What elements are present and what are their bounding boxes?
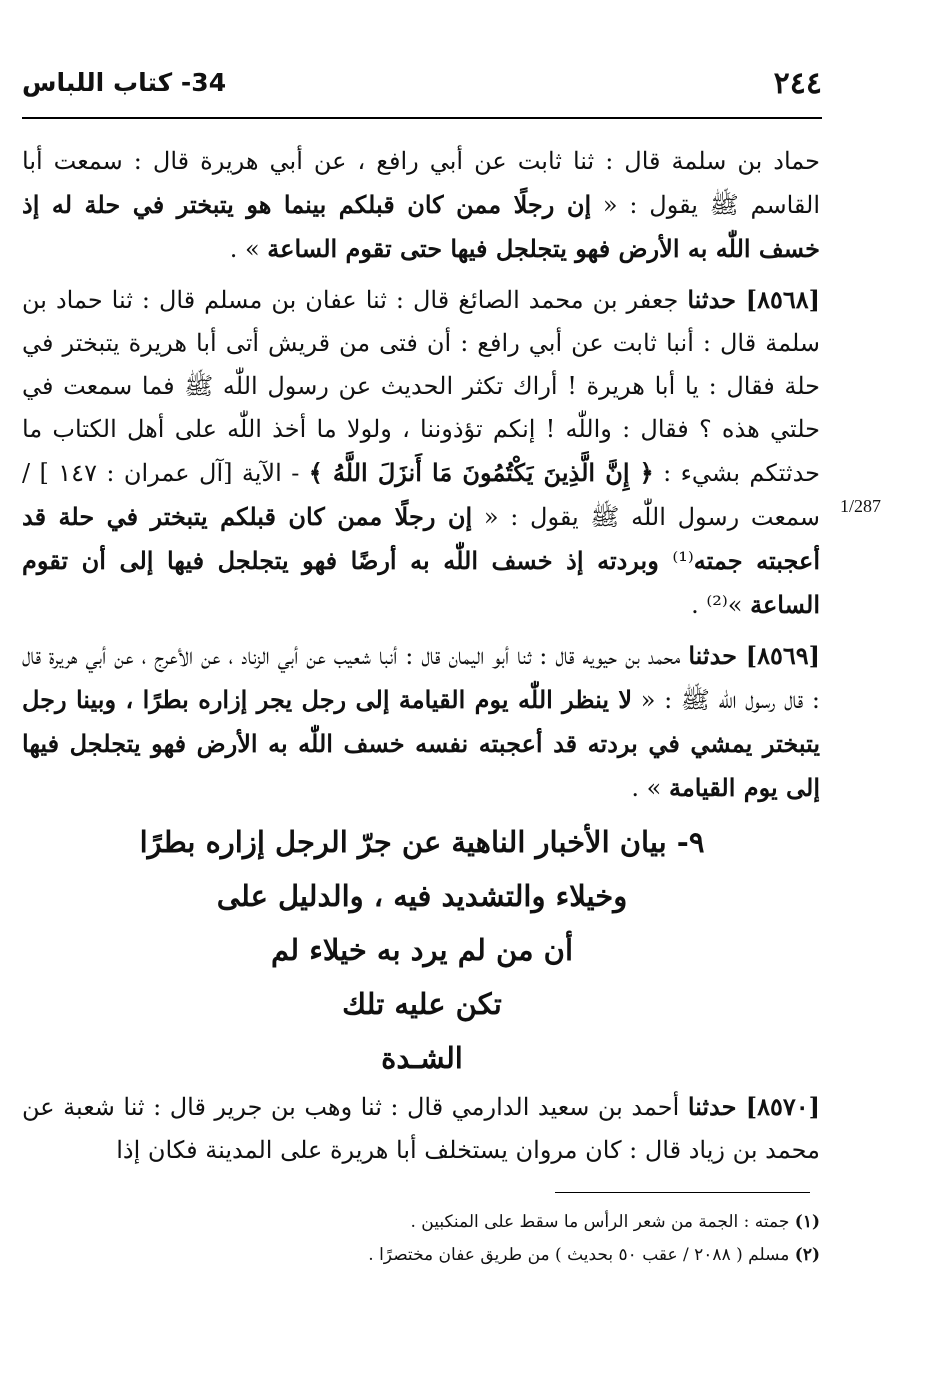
footnote-marker: (١) [794,1212,820,1232]
bold-text-segment: إن رجلًا ممن كان قبلكم بينما هو يتبختر في حلة له إذ خسف اللّٰه به الأرض فهو يتجلجل فيها حتى تقوم الساعة [22,190,820,263]
section-heading-line: ٩- بيان الأخبار الناهية عن جرّ الرجل إزاره بطرًا [139,825,705,859]
text-segment: جعفر بن محمد الصائغ قال : ثنا عفان بن مسلم قال : ثنا حماد بن سلمة قال : أنبا ثابت عن أبي رافع : أن فتى من قريش أتى أبا هريرة يتبختر في حلة فقال : يا أبا هريرة ! أراك تكثر الحديث عن رسول اللّٰه ﷺ فما سمعت في حلتي هذه ؟ فقال : واللّٰه ! إنكم تؤذوننا ، ولولا ما أخذ اللّٰه على أهل الكتاب ما حدثتكم بشيء : [22,286,821,487]
text-segment: ⁽¹⁾ [672,547,694,575]
main-text-continued [22,1085,820,1179]
main-text [22,140,820,817]
footnotes [22,1206,820,1272]
section-heading-line: الشـدة [381,1041,463,1075]
footnote [22,1206,820,1239]
margin-reference: 1/287 [840,496,882,516]
text-segment: محمد بن حيويه قال : ثنا أبو اليمان قال : أنبا شعيب عن أبي الزناد ، عن الأعرج ، عن أبي هريرة قال : قال رسول اللّٰه ﷺ : « [22,642,821,714]
paragraph [22,140,820,271]
paragraph [22,1085,820,1172]
bold-text-segment: لا ينظر اللّٰه يوم القيامة إلى رجل يجر إزاره بطرًا ، وبينا رجل يتبختر يمشي في بردته قد أعجبته نفسه خسف اللّٰه به الأرض فهو يتجلجل فيها إلى يوم القيامة [22,685,820,802]
text-segment: حماد بن سلمة قال : ثنا ثابت عن أبي رافع ، عن أبي هريرة قال : سمعت أبا القاسم ﷺ يقول : « [22,147,821,219]
section-heading-line: أن من لم يرد به خيلاء لم [270,933,574,967]
page-header [22,62,822,112]
page-number: ٢٤٤ [773,66,822,101]
text-segment: أحمد بن سعيد الدارمي قال : ثنا وهب بن جرير قال : ثنا شعبة عن محمد بن زياد قال : كان مروان يستخلف أبا هريرة على المدينة فكان إذا [22,1093,820,1164]
footnote [22,1239,820,1272]
section-heading-line: تكن عليه تلك [342,987,502,1021]
text-segment: - الآية [آل عمران : ١٤٧ ] / سمعت رسول اللّٰه ﷺ يقول : « [22,459,821,531]
bold-text-segment: ﴿ إِنَّ الَّذِينَ يَكْتُمُونَ مَا أَنزَلَ اللَّهُ ﴾ [308,458,654,487]
header-rule [22,117,822,119]
paragraph [22,278,820,627]
bold-text-segment: إن رجلًا ممن كان قبلكم يتبختر في حلة قد أعجبته جمته [22,502,820,575]
book-title: 34- كتاب اللباس [22,68,227,97]
footnote-text: جمته : الجمة من شعر الرأس ما سقط على المنكبين . [410,1212,795,1232]
bold-text-segment: [٨٥٧٠] حدثنا [687,1092,820,1121]
text-segment: »⁽²⁾ . [691,591,751,619]
section-heading-line: وخيلاء والتشديد فيه ، والدليل على [216,879,628,913]
paragraph [22,634,820,810]
footnote-marker: (٢) [794,1245,820,1265]
bold-text-segment: [٨٥٦٨] حدثنا [687,285,820,314]
text-segment: » . [229,235,268,263]
footnote-text: مسلم ( ٢٠٨٨ / عقب ٥٠ بحديث ) من طريق عفان مختصرًا . [368,1245,795,1265]
bold-text-segment: وبردته إذ خسف اللّٰه به أرضًا فهو يتجلجل فيها إلى أن تقوم الساعة [22,546,820,619]
bold-text-segment: [٨٥٦٩] حدثنا [688,641,820,670]
section-heading [22,815,822,1085]
footnote-rule [555,1192,810,1193]
text-segment: » . [631,774,669,802]
